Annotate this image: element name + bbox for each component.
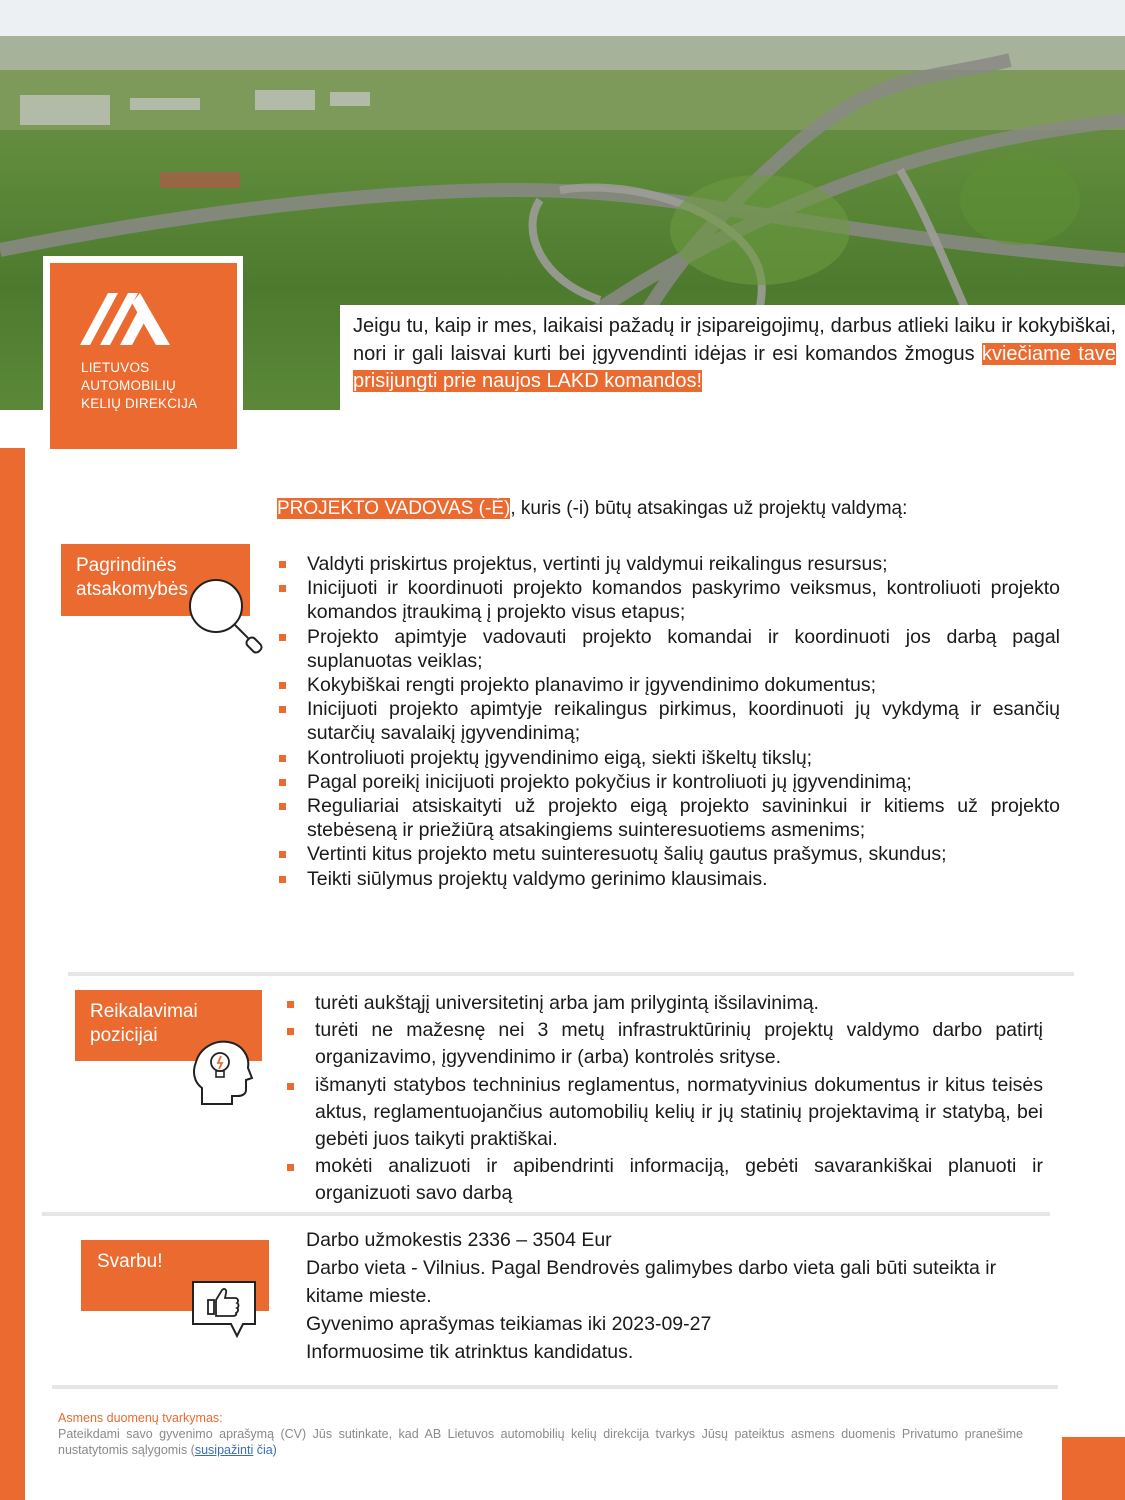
list-item: mokėti analizuoti ir apibendrinti informaciją, gebėti savarankiškai planuoti ir organizuoti savo darbą <box>285 1153 1043 1207</box>
intro-text <box>353 313 1116 396</box>
privacy-heading: Asmens duomenų tvarkymas: <box>58 1411 223 1425</box>
requirements-label: Reikalavimai pozicijai <box>90 1001 198 1046</box>
salary-text: Darbo užmokestis 2336 – 3504 Eur <box>306 1229 612 1251</box>
position-title-rest: , kuris (-i) būtų atsakingas už projektų valdymą: <box>510 498 908 519</box>
workplace-text: Darbo vieta - Vilnius. Pagal Bendrovės galimybes darbo vieta gali būti suteikta ir kitame mieste. <box>306 1257 997 1307</box>
list-item: Pagal poreikį inicijuoti projekto pokyčius ir kontroliuoti jų įgyvendinimą; <box>277 770 1060 794</box>
requirements-list <box>285 990 1043 1208</box>
privacy-notice <box>58 1410 1023 1458</box>
intro-highlight: kviečiame tave prisijungti prie naujos LAKD komandos! <box>353 342 1117 392</box>
position-title <box>277 497 907 521</box>
magnifier-icon <box>186 576 268 654</box>
notice-text: Informuosime tik atrinktus kandidatus. <box>306 1341 634 1363</box>
list-item: Reguliariai atsiskaityti už projekto eigą projekto savininkui ir kitiems už projekto stebėseną ir priežiūrą atsakingiems suinteresuotiems asmenims; <box>277 794 1060 842</box>
list-item: Kokybiškai rengti projekto planavimo ir įgyvendinimo dokumentus; <box>277 673 1060 697</box>
list-item: turėti aukštąjį universitetinį arba jam prilygintą išsilavinimą. <box>285 990 1043 1017</box>
lakd-logo-mark-icon <box>80 293 170 345</box>
list-item: Valdyti priskirtus projektus, vertinti jų valdymui reikalingus resursus; <box>277 552 1060 576</box>
list-item: išmanyti statybos techninius reglamentus, normatyvinius dokumentus ir kitus teisės aktus, reglamentuojančius automobilių kelių ir jų statinių projektavimą ir statybą, bei gebėti juos taikyti praktiškai. <box>285 1072 1043 1154</box>
logo-text <box>81 359 197 413</box>
responsibilities-list <box>277 552 1060 891</box>
list-item: turėti ne mažesnę nei 3 metų infrastruktūrinių projektų valdymo darbo patirtį organizavimo, įgyvendinimo ir (arba) kontrolės srityse. <box>285 1017 1043 1071</box>
deadline-text: Gyvenimo aprašymas teikiamas iki 2023-09-27 <box>306 1313 712 1335</box>
important-info <box>306 1226 1026 1366</box>
list-item: Inicijuoti projekto apimtyje reikalingus pirkimus, koordinuoti jų vykdymą ir esančių sutarčių savalaikį įgyvendinimą; <box>277 697 1060 745</box>
section-divider <box>42 1212 1050 1216</box>
important-label: Svarbu! <box>97 1251 163 1272</box>
logo-line-2: AUTOMOBILIŲ <box>81 378 176 393</box>
list-item: Vertinti kitus projekto metu suinteresuotų šalių gautus prašymus, skundus; <box>277 842 1060 866</box>
section-divider <box>52 1385 1058 1389</box>
list-item: Kontroliuoti projektų įgyvendinimo eigą, siekti iškeltų tikslų; <box>277 746 1060 770</box>
logo-line-1: LIETUVOS <box>81 360 150 375</box>
list-item: Teikti siūlymus projektų valdymo gerinimo klausimais. <box>277 867 1060 891</box>
privacy-link[interactable]: susipažinti <box>194 1443 254 1457</box>
responsibilities-label: Pagrindinės atsakomybės <box>76 555 188 600</box>
left-accent-bar <box>0 448 25 1500</box>
privacy-text: Pateikdami savo gyvenimo aprašymą (CV) Jūs sutinkate, kad AB Lietuvos automobilių kelių direkcija tvarkys Jūsų pateiktus asmens duomenis Privatumo pranešime nustatytomis sąlygomis ( <box>58 1427 1023 1457</box>
privacy-link-after: čia) <box>253 1443 277 1457</box>
list-item: Inicijuoti ir koordinuoti projekto komandos paskyrimo veiksmus, kontroliuoti projekto komandos įtraukimą į projekto visus etapus; <box>277 576 1060 624</box>
thumbs-up-speech-icon <box>191 1280 257 1338</box>
intro-plain: Jeigu tu, kaip ir mes, laikaisi pažadų ir įsipareigojimų, darbus atlieki laiku ir kokybiškai, nori ir gali laisvai kurti bei įgyvendinti idėjas ir esi komandos žmogus <box>353 315 1116 365</box>
corner-accent-block <box>1062 1437 1125 1500</box>
logo-line-3: KELIŲ DIREKCIJA <box>81 396 198 411</box>
logo-background <box>50 263 237 449</box>
list-item: Projekto apimtyje vadovauti projekto komandai ir koordinuoti jos darbą pagal suplanuotas veiklas; <box>277 625 1060 673</box>
position-title-highlight: PROJEKTO VADOVAS (-Ė) <box>277 498 511 519</box>
section-divider <box>68 972 1074 976</box>
lightbulb-head-icon <box>190 1036 254 1106</box>
privacy-body <box>58 1426 1023 1458</box>
